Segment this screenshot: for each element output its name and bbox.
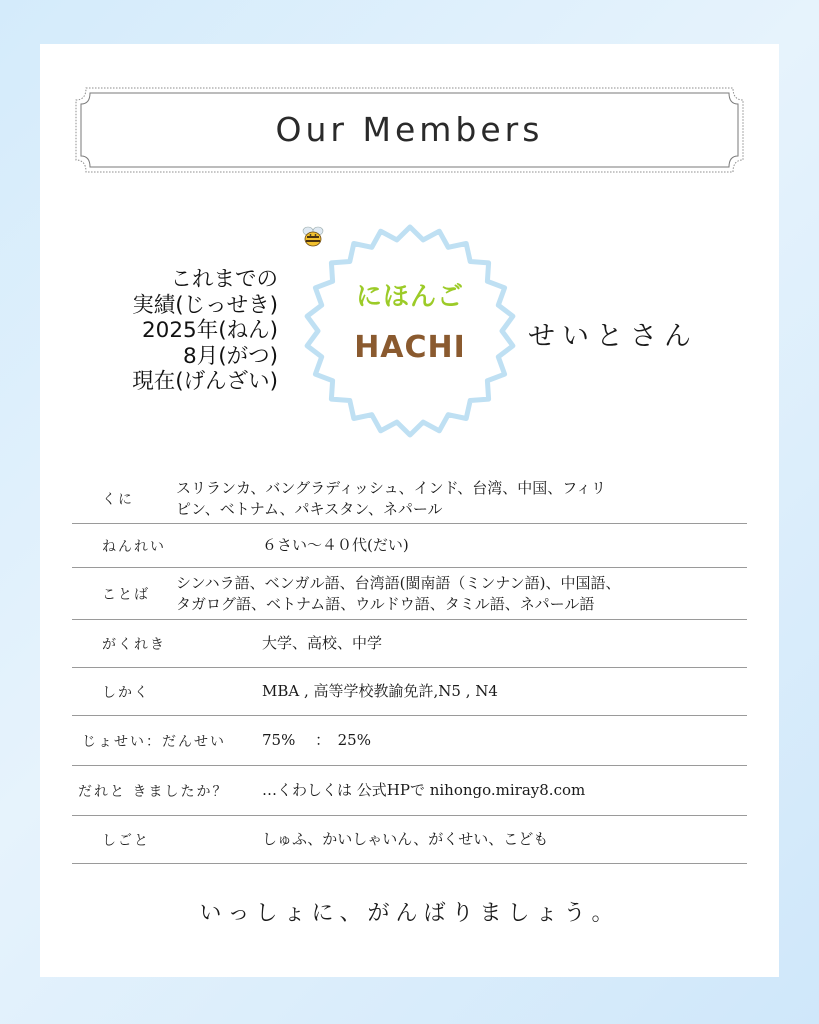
info-value <box>262 766 585 815</box>
info-row <box>72 716 747 766</box>
info-value-line: MBA , 高等学校教諭免許,N5 , N4 <box>262 682 498 700</box>
info-row <box>72 620 747 668</box>
info-row <box>72 474 747 524</box>
info-value <box>262 816 548 863</box>
info-label: くに <box>102 491 134 508</box>
page-title: Our Members <box>275 110 544 149</box>
info-value <box>262 524 409 567</box>
info-value <box>176 568 621 619</box>
info-table <box>72 474 747 864</box>
info-label: がくれき <box>102 636 166 653</box>
logo-badge <box>300 224 520 439</box>
info-value-line: 大学、高校、中学 <box>262 634 383 652</box>
info-value-line: …くわしくは 公式HPで nihongo.miray8.com <box>262 781 586 799</box>
info-value <box>262 668 498 715</box>
record-line: 現在(げんざい) <box>132 369 278 394</box>
info-row <box>72 766 747 816</box>
info-row <box>72 668 747 716</box>
info-label: しごと <box>102 832 150 849</box>
closing-message: いっしょに、がんばりましょう。 <box>199 901 620 926</box>
info-value-line: ６さい～４０代(だい) <box>262 536 409 554</box>
record-date-block <box>70 267 278 395</box>
info-row <box>72 568 747 620</box>
record-line: 2025年(ねん) <box>142 318 278 343</box>
info-value-line: ピン、ベトナム、パキスタン、ネパール <box>176 499 443 518</box>
info-value-line: しゅふ、かいしゃいん、がくせい、こども <box>262 830 549 848</box>
record-line: 実績(じっせき) <box>132 292 278 318</box>
bee-icon <box>300 224 326 248</box>
info-label: しかく <box>102 684 150 701</box>
info-value <box>262 716 371 765</box>
info-value-line: シンハラ語、ベンガル語、台湾語(閩南語（ミンナン語)、中国語、 <box>176 573 621 592</box>
info-row <box>72 816 747 864</box>
info-row <box>72 524 747 568</box>
record-line: これまでの <box>170 267 278 292</box>
logo-top-text: にほんご <box>355 282 464 312</box>
logo-main-text: HACHI <box>354 330 466 365</box>
member-name: せいとさん <box>528 321 698 352</box>
info-label: じょせい：だんせい <box>82 733 226 750</box>
member-card <box>40 44 779 977</box>
title-frame <box>72 84 747 176</box>
info-value <box>262 620 382 667</box>
info-value <box>176 474 606 523</box>
record-line: 8月(がつ) <box>183 343 278 369</box>
info-label: ことば <box>102 586 150 603</box>
info-value-line: 75% ： 25% <box>262 731 371 749</box>
info-value-line: タガログ語、ベトナム語、ウルドウ語、タミル語、ネパール語 <box>176 594 595 613</box>
info-label: だれと きましたか？ <box>78 783 229 800</box>
info-label: ねんれい <box>102 538 166 555</box>
info-value-line: スリランカ、バングラディッシュ、インド、台湾、中国、フィリ <box>176 478 607 497</box>
